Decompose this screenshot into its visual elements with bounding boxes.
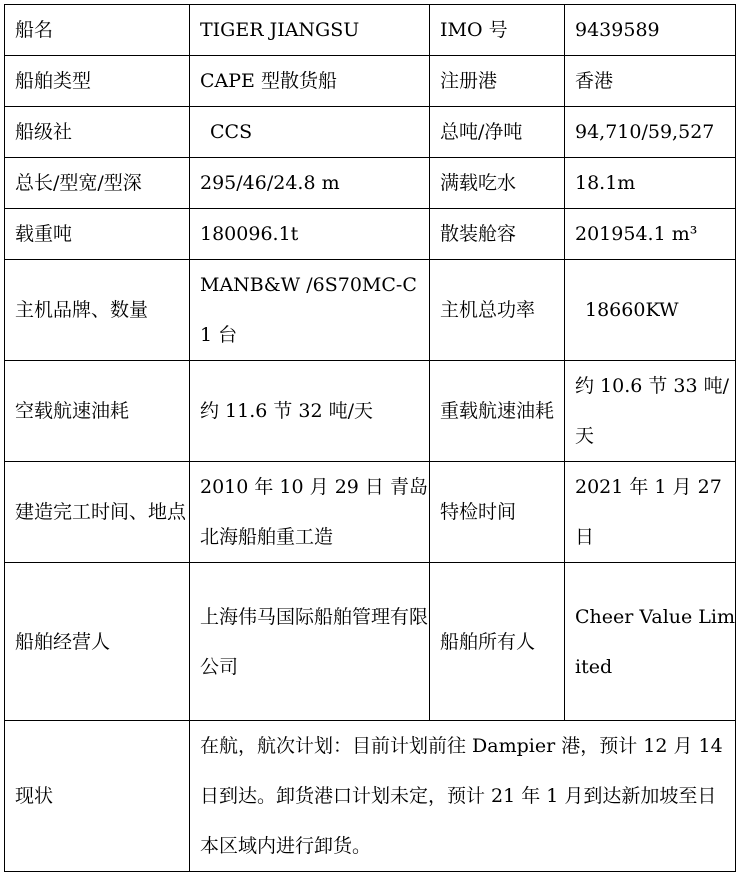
field-value: CAPE 型散货船 (190, 56, 430, 107)
ship-info-table (4, 4, 736, 872)
field-label: 主机总功率 (430, 260, 565, 361)
field-value: 18.1m (565, 158, 736, 209)
field-label: 主机品牌、数量 (5, 260, 190, 361)
field-value: 295/46/24.8 m (190, 158, 430, 209)
field-value: MANB&W /6S70MC-C 1 台 (190, 260, 430, 361)
field-value: 18660KW (565, 260, 736, 361)
field-value: 94,710/59,527 (565, 107, 736, 158)
table-row (5, 158, 736, 209)
field-value: 约 10.6 节 33 吨/天 (565, 361, 736, 462)
table-row (5, 260, 736, 361)
field-label: 总长/型宽/型深 (5, 158, 190, 209)
field-value: 2010 年 10 月 29 日 青岛北海船舶重工造 (190, 462, 430, 563)
field-value: Cheer Value Limited (565, 563, 736, 721)
table-row (5, 5, 736, 56)
field-value: 香港 (565, 56, 736, 107)
field-label: 注册港 (430, 56, 565, 107)
table-row (5, 563, 736, 721)
field-label: 船名 (5, 5, 190, 56)
field-label: IMO 号 (430, 5, 565, 56)
field-label: 建造完工时间、地点 (5, 462, 190, 563)
table-row (5, 107, 736, 158)
field-label: 总吨/净吨 (430, 107, 565, 158)
table-row (5, 209, 736, 260)
status-label: 现状 (5, 721, 190, 872)
table-row (5, 462, 736, 563)
field-value: 2021 年 1 月 27 日 (565, 462, 736, 563)
table-row (5, 721, 736, 872)
field-label: 满载吃水 (430, 158, 565, 209)
field-value: 上海伟马国际船舶管理有限公司 (190, 563, 430, 721)
field-label: 重载航速油耗 (430, 361, 565, 462)
field-label: 散装舱容 (430, 209, 565, 260)
table-row (5, 361, 736, 462)
field-value: 9439589 (565, 5, 736, 56)
field-label: 特检时间 (430, 462, 565, 563)
field-label: 空载航速油耗 (5, 361, 190, 462)
field-value: CCS (190, 107, 430, 158)
field-label: 船舶经营人 (5, 563, 190, 721)
status-text: 在航，航次计划：目前计划前往 Dampier 港，预计 12 月 14 日到达。卸货港口计划未定，预计 21 年 1 月到达新加坡至日本区域内进行卸货。 (190, 721, 736, 872)
field-value: 180096.1t (190, 209, 430, 260)
field-value: TIGER JIANGSU (190, 5, 430, 56)
field-label: 船级社 (5, 107, 190, 158)
field-label: 载重吨 (5, 209, 190, 260)
field-value: 约 11.6 节 32 吨/天 (190, 361, 430, 462)
field-label: 船舶类型 (5, 56, 190, 107)
field-value: 201954.1 m³ (565, 209, 736, 260)
table-row (5, 56, 736, 107)
field-label: 船舶所有人 (430, 563, 565, 721)
